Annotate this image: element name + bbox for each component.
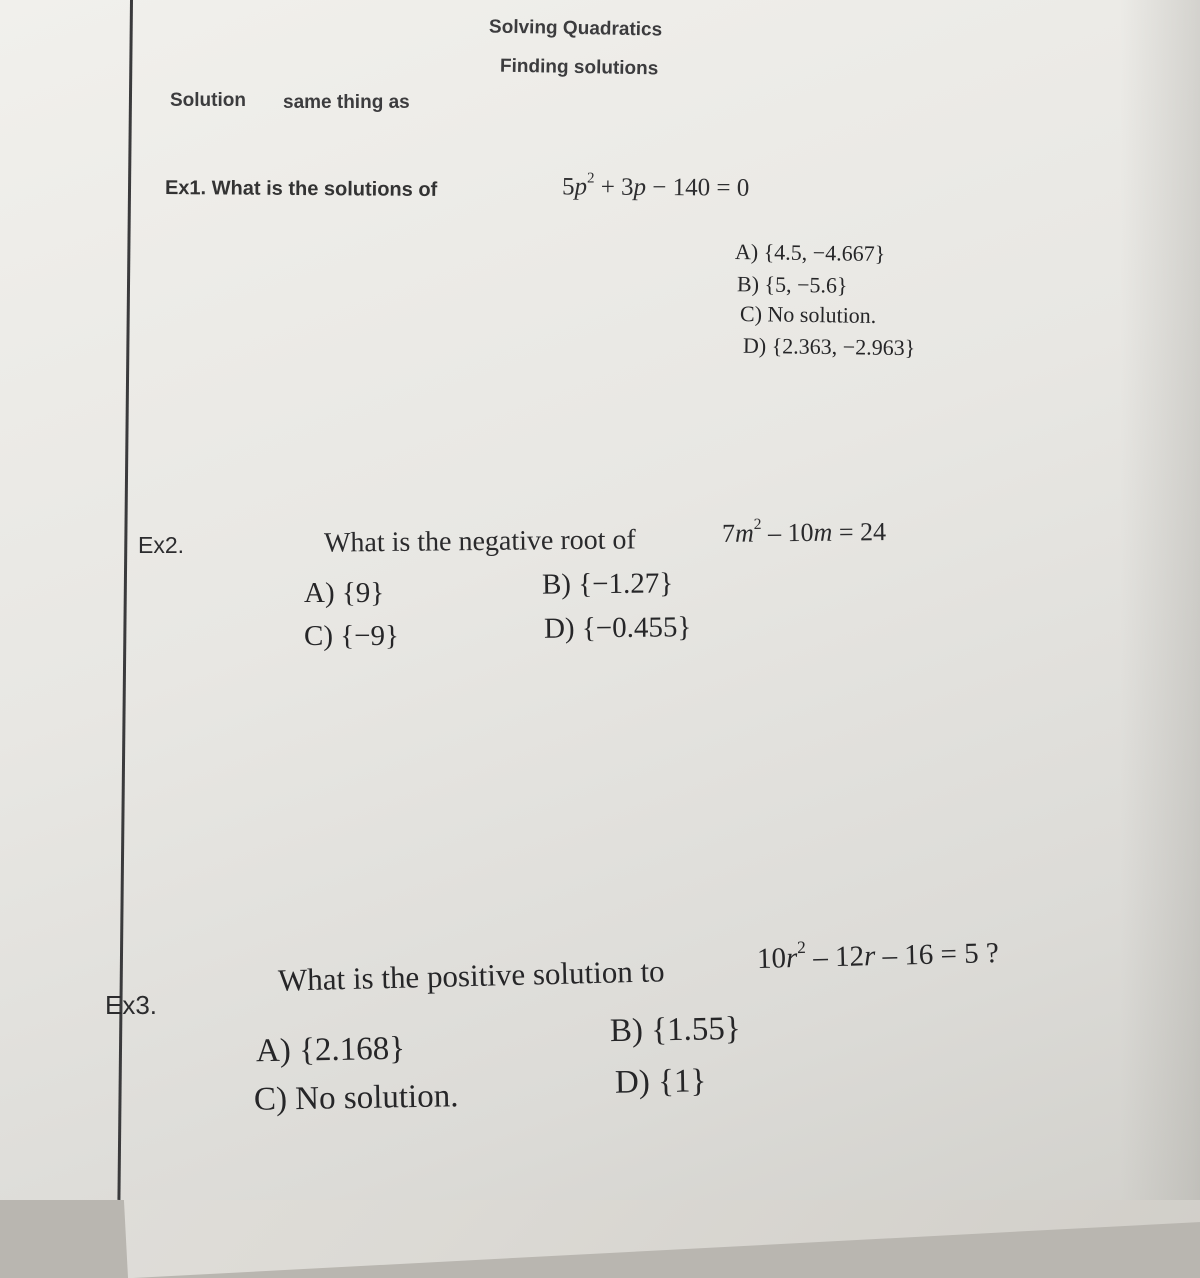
ex3-eq-var2: r [863,940,876,973]
option-text: {1} [657,1063,707,1101]
option-text: {2.363, −2.963} [771,333,916,361]
option-letter: A) [734,238,759,265]
worksheet-title: Solving Quadratics [488,16,663,41]
ex2-eq-tail: = 24 [832,517,887,547]
ex2-eq-lead: 7 [721,518,736,548]
option-letter: D) [543,612,575,645]
ex3-label: Ex3. [105,990,158,1020]
option-text: No solution. [767,301,877,328]
ex1-equation [561,170,750,202]
ex1-eq-tail: − 140 = 0 [646,173,750,202]
option-letter: B) [541,568,572,601]
option-letter: A) [255,1032,292,1070]
ex2-eq-middle: – 10 [761,517,814,548]
option-letter: C) [304,620,333,652]
ex2-option-c[interactable] [304,620,399,653]
ex3-equation [757,937,1000,976]
option-letter: B) [736,271,760,297]
option-letter: C) [253,1081,288,1118]
ex1-eq-var2: p [633,173,647,201]
ex2-eq-var2: m [813,517,833,547]
ex3-question: What is the positive solution to [277,953,665,998]
ex3-eq-middle: – 12 [805,940,865,974]
worksheet-subtitle: Finding solutions [499,55,659,80]
ex1-option-c[interactable] [740,301,877,329]
option-text: {4.5, −4.667} [763,239,886,267]
ex3-eq-tail: – 16 = 5 ? [874,937,1000,973]
ex1-eq-lead: 5 [561,173,575,201]
option-letter: B) [609,1012,644,1050]
ex1-question: Ex1. What is the solutions of [164,177,438,201]
ex3-eq-lead: 10 [756,942,787,975]
ex2-label: Ex2. [138,532,185,558]
option-letter: C) [739,301,763,327]
ex2-option-b[interactable] [542,567,674,601]
ex3-eq-exponent: 2 [796,936,806,958]
ex3-option-c[interactable] [254,1078,459,1119]
ex3-option-d[interactable] [615,1063,707,1102]
ex1-eq-var: p [574,173,588,201]
option-text: {9} [341,577,385,609]
same-thing-label: same thing as [283,92,410,113]
ex1-option-b[interactable] [737,271,848,299]
ex2-equation [722,517,886,549]
option-text: {1.55} [650,1010,741,1049]
ex1-option-a[interactable] [735,239,886,267]
option-letter: A) [304,577,335,609]
ex3-eq-var: r [785,941,798,975]
ex2-option-a[interactable] [304,577,384,610]
option-text: {−0.455} [581,611,692,645]
option-text: {2.168} [298,1030,406,1069]
ex2-option-d[interactable] [544,611,692,646]
option-text: {5, −5.6} [764,271,848,298]
option-letter: D) [742,332,767,359]
option-text: {−1.27} [578,567,674,601]
ex1-eq-exponent: 2 [587,170,595,187]
solution-label: Solution [170,90,246,111]
option-text: No solution. [294,1078,459,1118]
ex3-option-a[interactable] [256,1031,406,1071]
ex3-option-b[interactable] [610,1011,741,1050]
ex1-eq-middle: + 3 [594,173,634,201]
page-edge-shadow [1120,0,1200,1200]
option-letter: D) [614,1064,651,1101]
ex2-eq-var: m [734,518,754,548]
option-text: {−9} [340,620,399,652]
ex1-option-d[interactable] [743,333,916,361]
ex2-eq-exponent: 2 [753,515,762,534]
ex2-question: What is the negative root of [323,524,636,559]
